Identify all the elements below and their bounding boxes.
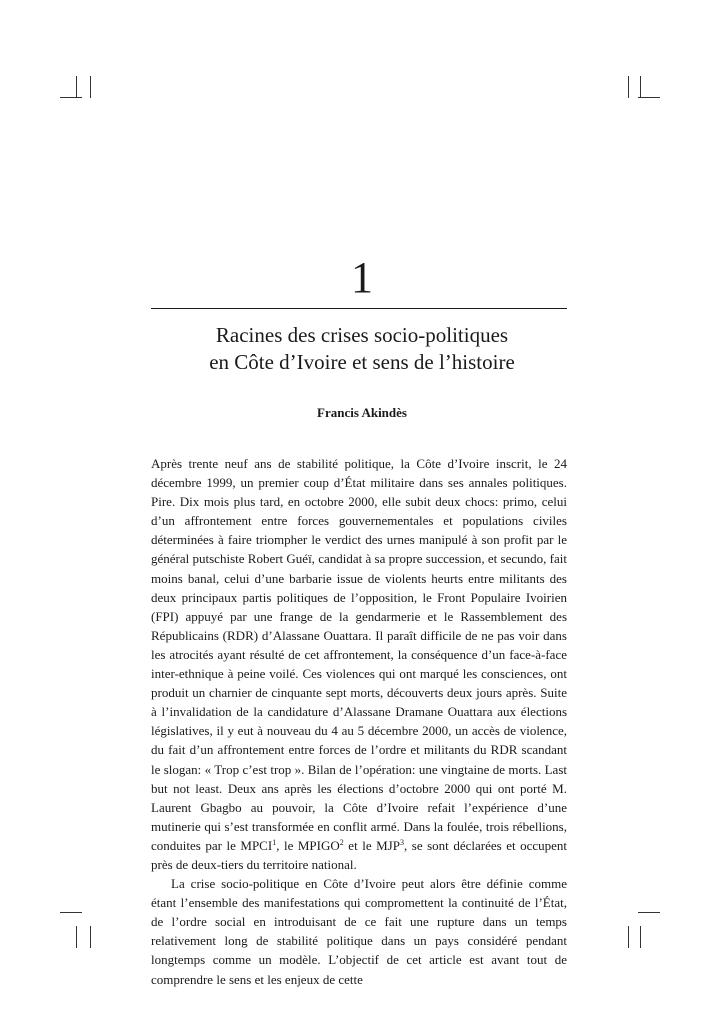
chapter-number: 1 xyxy=(351,253,373,302)
paragraph-1 xyxy=(151,454,567,874)
crop-mark-bottom-right-v1 xyxy=(628,926,629,948)
body-text xyxy=(151,454,567,989)
paragraph-1-text-d: , se sont déclarées et occupent près de deux-tiers du territoire national. xyxy=(151,837,568,872)
paragraph-1-text-c: et le MJP xyxy=(343,837,400,853)
crop-mark-bottom-left-v2 xyxy=(90,926,91,948)
paragraph-1-text-a: Après trente neuf ans de stabilité politique, la Côte d’Ivoire inscrit, le 24 décembre 1999, un premier coup d’État militaire dans ses annales politiques. Pire. Dix mois plus tard, en octobre 2000, elle subit deux chocs: primo, celui d’un affrontement entre forces gouvernementales et populations civiles déterminées à faire triompher le verdict des urnes manipulé à son profit par le général putschiste Robert Guéï, candidat à sa propre succession, et secundo, fait moins banal, celui d’une barbarie issue de violents heurts entre militants des deux principaux partis politiques de l’opposition, le Front Populaire Ivoirien (FPI) appuyé par une frange de la gendarmerie et le Rassemblement des Républicains (RDR) d’Alassane Ouattara. Il paraît difficile de ne pas voir dans les atrocités ayant résulté de cet affrontement, la conséquence d’un face-à-face inter-ethnique à peine voilé. Ces violences qui ont marqué les consciences, ont produit un charnier de cinquante sept morts, découverts deux jours après. Suite à l’invalidation de la candidature d’Alassane Dramane Ouattara aux élections législatives, il y eut à nouveau du 4 au 5 décembre 2000, un accès de violence, du fait d’un affrontement entre forces de l’ordre et militants du RDR scandant le slogan: « Trop c’est trop ». Bilan de l’opération: une vingtaine de morts. Last but not least. Deux ans après les élections d’octobre 2000 qui ont porté M. Laurent Gbagbo au pouvoir, la Côte d’Ivoire refait l’expérience d’une mutinerie qui s’est transformée en conflit armé. Dans la foulée, trois rébellions, conduites par le MPCI xyxy=(151,456,567,853)
crop-mark-top-right-v2 xyxy=(640,76,641,98)
paragraph-2: La crise socio-politique en Côte d’Ivoire peut alors être définie comme étant l’ensemble des manifestations qui compromettent la continuité de l’État, de l’ordre social en introduisant de ce fait une rupture dans un temps relativement long de stabilité politique dans un pays considéré pendant longtemps comme un modèle. L’objectif de cet article est avant tout de comprendre le sens et les enjeux de cette xyxy=(151,876,567,987)
paragraph-1-text-b: , le MPIGO xyxy=(276,837,340,853)
title-line-2: en Côte d’Ivoire et sens de l’histoire xyxy=(209,350,515,374)
crop-mark-top-left-v2 xyxy=(90,76,91,98)
chapter-title xyxy=(120,322,604,376)
crop-mark-bottom-left-h xyxy=(60,912,82,913)
crop-mark-top-left-h xyxy=(60,97,82,98)
footnote-ref-3[interactable]: 3 xyxy=(399,837,404,847)
author-name: Francis Akindès xyxy=(317,405,407,420)
crop-mark-top-right-v1 xyxy=(628,76,629,98)
title-line-1: Racines des crises socio-politiques xyxy=(215,323,509,347)
crop-mark-bottom-left-v1 xyxy=(76,926,77,948)
crop-mark-top-left-v1 xyxy=(76,76,77,98)
footnote-ref-2[interactable]: 2 xyxy=(339,837,344,847)
crop-mark-bottom-right-v2 xyxy=(640,926,641,948)
chapter-rule xyxy=(151,308,567,309)
crop-mark-bottom-right-h xyxy=(638,912,660,913)
crop-mark-top-right-h xyxy=(638,97,660,98)
footnote-ref-1[interactable]: 1 xyxy=(272,837,277,847)
